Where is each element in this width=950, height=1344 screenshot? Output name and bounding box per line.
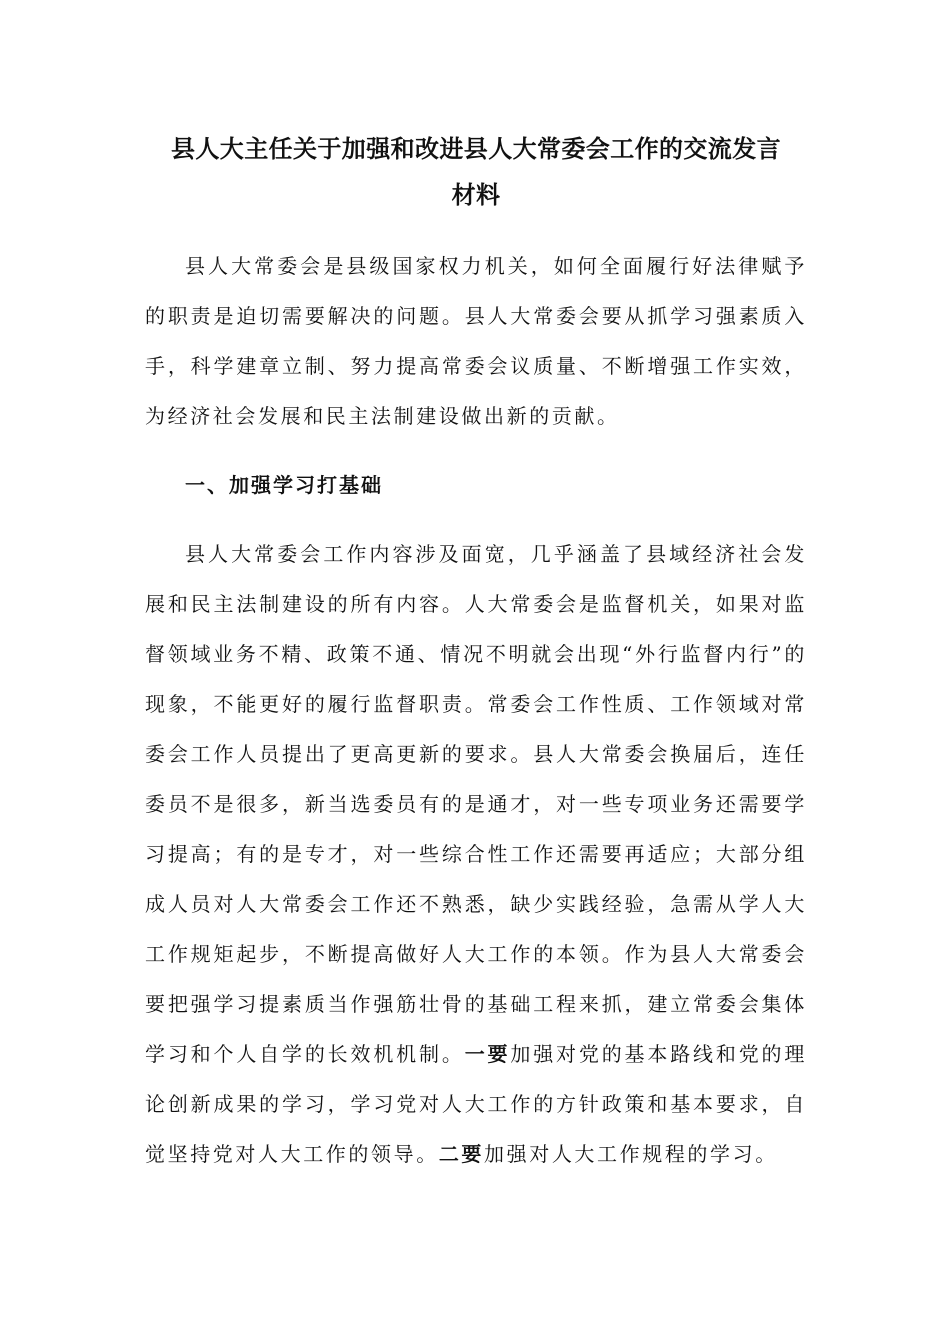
section-heading: 一、加强学习打基础: [185, 473, 383, 497]
document-title: [145, 126, 807, 218]
document-page: [145, 126, 807, 1179]
emphasis-first-requirement: 一要: [464, 1042, 511, 1066]
title-line-2: 材料: [451, 180, 501, 209]
body-text-part-2: 加强对党的基本路线和党的理论创新成果的学习，学习党对人大工作的方针政策和基本要求，自觉坚持党对人大工作的领导。: [145, 1042, 807, 1166]
emphasis-second-requirement: 二要: [438, 1142, 485, 1166]
intro-paragraph: 县人大常委会是县级国家权力机关，如何全面履行好法律赋予的职责是迫切需要解决的问题。县人大常委会要从抓学习强素质入手，科学建章立制、努力提高常委会议质量、不断增强工作实效，为经济社会发展和民主法制建设做出新的贡献。: [145, 254, 807, 428]
section-body-paragraph: [145, 529, 807, 1179]
body-text-part-1: 县人大常委会工作内容涉及面宽，几乎涵盖了县域经济社会发展和民主法制建设的所有内容。人大常委会是监督机关，如果对监督领域业务不精、政策不通、情况不明就会出现“外行监督内行”的现象，不能更好的履行监督职责。常委会工作性质、工作领域对常委会工作人员提出了更高更新的要求。县人大常委会换届后，连任委员不是很多，新当选委员有的是通才，对一些专项业务还需要学习提高；有的是专才，对一些综合性工作还需要再适应；大部分组成人员对人大常委会工作还不熟悉，缺少实践经验，急需从学人大工作规矩起步，不断提高做好人大工作的本领。作为县人大常委会要把强学习提素质当作强筋壮骨的基础工程来抓，建立常委会集体学习和个人自学的长效机机制。: [145, 542, 807, 1066]
body-text-part-3: 加强对人大工作规程的学习。: [484, 1142, 778, 1166]
title-line-1: 县人大主任关于加强和改进县人大常委会工作的交流发言: [171, 134, 781, 163]
